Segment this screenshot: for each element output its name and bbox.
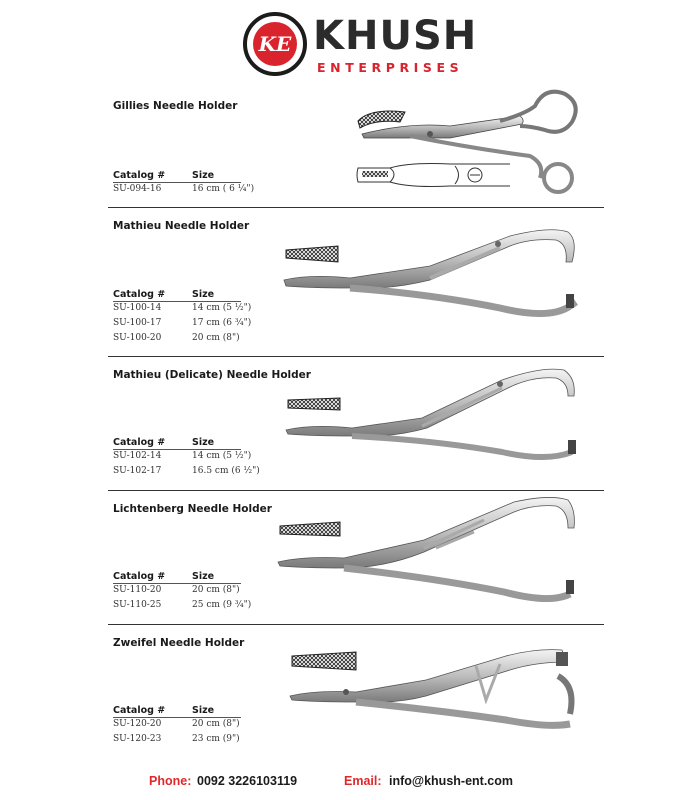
logo-monogram: KE (253, 22, 297, 66)
size-value: 16 cm ( 6 ¼") (192, 184, 255, 194)
zweifel-needle-holder-image (286, 640, 586, 756)
mathieu-delicate-needle-holder-image (282, 360, 590, 476)
size-value: 17 cm (6 ¾") (192, 318, 252, 328)
size-value: 14 cm (5 ½") (192, 303, 252, 313)
size-value: 23 cm (9") (192, 734, 240, 744)
size-header: Size (192, 437, 215, 448)
product-title: Gillies Needle Holder (113, 100, 238, 112)
catalog-number: SU-094-16 (113, 184, 162, 194)
product-title: Lichtenberg Needle Holder (113, 503, 272, 515)
size-header: Size (192, 705, 215, 716)
catalog-number: SU-120-20 (113, 719, 162, 729)
catalog-number: SU-110-25 (113, 600, 162, 610)
size-value: 16.5 cm (6 ½") (192, 466, 260, 476)
size-value: 20 cm (8") (192, 719, 240, 729)
phone-number[interactable]: 0092 3226103119 (197, 774, 298, 788)
header-rule (113, 182, 241, 183)
brand-tagline: ENTERPRISES (317, 60, 464, 75)
brand-logo (243, 12, 478, 80)
catalog-number: SU-110-20 (113, 585, 162, 595)
catalog-number: SU-100-20 (113, 333, 162, 343)
catalog-number: SU-102-17 (113, 466, 162, 476)
catalog-number: SU-120-23 (113, 734, 162, 744)
header-rule (113, 301, 241, 302)
section-divider (108, 490, 604, 491)
product-title: Mathieu Needle Holder (113, 220, 250, 232)
catalog-header: Catalog # (113, 170, 166, 181)
size-value: 20 cm (8") (192, 585, 240, 595)
size-value: 25 cm (9 ¾") (192, 600, 252, 610)
logo-emblem (243, 12, 307, 76)
size-header: Size (192, 571, 215, 582)
catalog-header: Catalog # (113, 571, 166, 582)
header-rule (113, 583, 241, 584)
lichtenberg-needle-holder-image (274, 492, 584, 622)
header-rule (113, 449, 241, 450)
gillies-needle-holder-image (350, 86, 590, 198)
catalog-header: Catalog # (113, 289, 166, 300)
phone-label: Phone: (149, 774, 192, 788)
catalog-number: SU-100-14 (113, 303, 162, 313)
catalog-header: Catalog # (113, 437, 166, 448)
section-divider (108, 356, 604, 357)
product-title: Mathieu (Delicate) Needle Holder (113, 369, 311, 381)
catalog-number: SU-100-17 (113, 318, 162, 328)
email-link[interactable]: info@khush-ent.com (389, 774, 513, 788)
catalog-number: SU-102-14 (113, 451, 162, 461)
email-label: Email: (344, 774, 382, 788)
catalog-header: Catalog # (113, 705, 166, 716)
size-header: Size (192, 289, 215, 300)
size-header: Size (192, 170, 215, 181)
header-rule (113, 717, 241, 718)
size-value: 20 cm (8") (192, 333, 240, 343)
section-divider (108, 207, 604, 208)
mathieu-needle-holder-image (280, 222, 590, 338)
size-value: 14 cm (5 ½") (192, 451, 252, 461)
product-title: Zweifel Needle Holder (113, 637, 245, 649)
brand-name: KHUSH (313, 13, 478, 59)
section-divider (108, 624, 604, 625)
